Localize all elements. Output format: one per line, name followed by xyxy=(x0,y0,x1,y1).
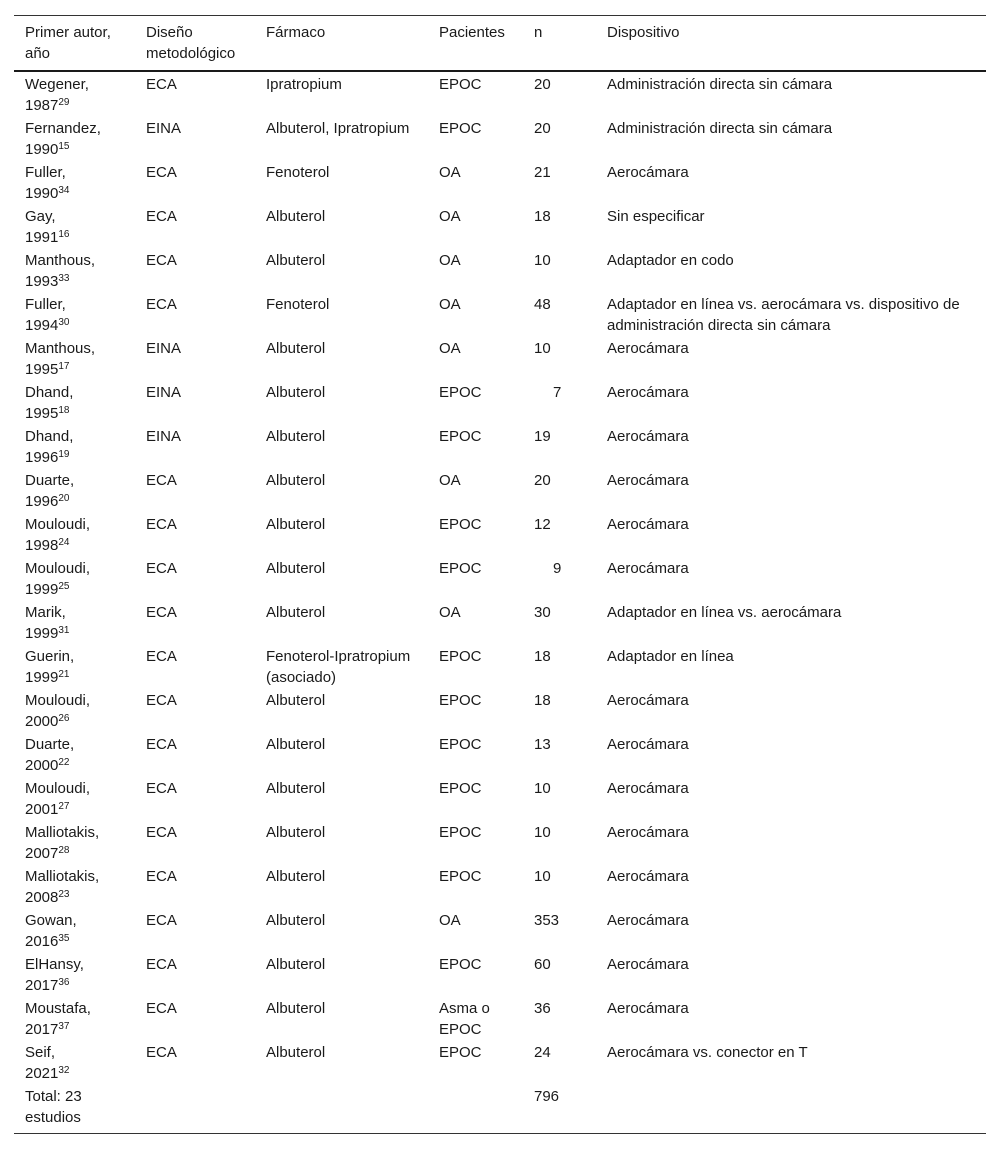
table-row xyxy=(14,733,986,777)
publication-year: 2016 xyxy=(25,933,59,950)
cell-drug: Albuterol, Ipratropium xyxy=(266,120,410,137)
reference-number: 30 xyxy=(58,317,70,328)
cell-author-year xyxy=(14,71,135,117)
cell-author-year xyxy=(14,117,135,161)
author-name: Gay, xyxy=(25,208,56,225)
publication-year: 2000 xyxy=(25,757,59,774)
cell-drug: Fenoterol xyxy=(266,296,330,313)
table-row xyxy=(14,249,986,293)
table-row xyxy=(14,865,986,909)
publication-year: 1998 xyxy=(25,537,59,554)
author-name: Moustafa, xyxy=(25,1000,91,1017)
table-row xyxy=(14,601,986,645)
total-label: Total: 23 estudios xyxy=(14,1085,135,1133)
cell-design: ECA xyxy=(146,956,177,973)
cell-device: Administración directa sin cámara xyxy=(607,76,833,93)
cell-author-year xyxy=(14,557,135,601)
total-empty-device xyxy=(596,1085,986,1133)
table-row xyxy=(14,293,986,337)
cell-device: Aerocámara xyxy=(607,956,689,973)
cell-patients: OA xyxy=(439,604,461,621)
cell-drug: Albuterol xyxy=(266,1044,326,1061)
cell-patients: EPOC xyxy=(439,120,482,137)
cell-patients: EPOC xyxy=(439,956,482,973)
publication-year: 1999 xyxy=(25,625,59,642)
publication-year: 1987 xyxy=(25,97,59,114)
cell-device: Aerocámara xyxy=(607,736,689,753)
cell-drug: Albuterol xyxy=(266,736,326,753)
cell-n: 24 xyxy=(534,1044,551,1061)
cell-patients: OA xyxy=(439,472,461,489)
author-name: Mouloudi, xyxy=(25,692,91,709)
cell-drug: Albuterol xyxy=(266,252,326,269)
cell-device: Aerocámara xyxy=(607,428,689,445)
author-name: Fuller, xyxy=(25,296,66,313)
cell-n: 10 xyxy=(534,252,551,269)
cell-patients: EPOC xyxy=(439,736,482,753)
cell-drug: Albuterol xyxy=(266,1000,326,1017)
cell-device: Aerocámara xyxy=(607,868,689,885)
table-row xyxy=(14,513,986,557)
cell-n: 20 xyxy=(534,472,551,489)
author-name: Mouloudi, xyxy=(25,516,91,533)
cell-device: Adaptador en línea xyxy=(607,648,734,665)
cell-n: 10 xyxy=(534,340,551,357)
header-row xyxy=(14,16,986,72)
cell-drug: Fenoterol-Ipratropium (asociado) xyxy=(266,648,411,686)
publication-year: 2008 xyxy=(25,889,59,906)
author-name: Mouloudi, xyxy=(25,780,91,797)
cell-design: EINA xyxy=(146,428,182,445)
cell-drug: Albuterol xyxy=(266,516,326,533)
cell-n: 353 xyxy=(534,912,560,929)
cell-design: ECA xyxy=(146,208,177,225)
cell-n: 13 xyxy=(534,736,551,753)
author-name: Fuller, xyxy=(25,164,66,181)
cell-design: EINA xyxy=(146,384,182,401)
cell-patients: EPOC xyxy=(439,1044,482,1061)
cell-device: Aerocámara xyxy=(607,692,689,709)
cell-design: ECA xyxy=(146,560,177,577)
cell-design: ECA xyxy=(146,164,177,181)
reference-number: 16 xyxy=(58,229,70,240)
table-row xyxy=(14,71,986,117)
reference-number: 21 xyxy=(58,669,70,680)
reference-number: 33 xyxy=(58,273,70,284)
publication-year: 1993 xyxy=(25,273,59,290)
reference-number: 27 xyxy=(58,801,70,812)
studies-table-container xyxy=(14,15,986,1134)
table-row xyxy=(14,161,986,205)
cell-author-year xyxy=(14,249,135,293)
cell-n: 7 xyxy=(553,384,562,401)
cell-drug: Albuterol xyxy=(266,868,326,885)
cell-n: 10 xyxy=(534,824,551,841)
cell-n: 20 xyxy=(534,120,551,137)
cell-patients: OA xyxy=(439,208,461,225)
author-name: Dhand, xyxy=(25,384,74,401)
author-name: Duarte, xyxy=(25,472,75,489)
cell-patients: EPOC xyxy=(439,824,482,841)
reference-number: 37 xyxy=(58,1021,70,1032)
table-body xyxy=(14,71,986,1133)
cell-author-year xyxy=(14,1041,135,1085)
author-name: Malliotakis, xyxy=(25,824,100,841)
cell-n: 30 xyxy=(534,604,551,621)
publication-year: 2017 xyxy=(25,1021,59,1038)
table-row xyxy=(14,997,986,1041)
cell-design: ECA xyxy=(146,252,177,269)
cell-patients: OA xyxy=(439,164,461,181)
publication-year: 1990 xyxy=(25,141,59,158)
cell-drug: Albuterol xyxy=(266,340,326,357)
reference-number: 20 xyxy=(58,493,70,504)
reference-number: 15 xyxy=(58,141,70,152)
cell-drug: Albuterol xyxy=(266,384,326,401)
author-name: Manthous, xyxy=(25,252,96,269)
cell-design: ECA xyxy=(146,76,177,93)
cell-author-year xyxy=(14,953,135,997)
cell-n: 12 xyxy=(534,516,551,533)
cell-design: ECA xyxy=(146,868,177,885)
cell-n: 36 xyxy=(534,1000,551,1017)
cell-patients: OA xyxy=(439,340,461,357)
cell-patients: OA xyxy=(439,296,461,313)
total-empty-design xyxy=(135,1085,255,1133)
cell-device: Aerocámara xyxy=(607,1000,689,1017)
cell-design: ECA xyxy=(146,692,177,709)
cell-author-year xyxy=(14,425,135,469)
table-row xyxy=(14,381,986,425)
cell-author-year xyxy=(14,469,135,513)
table-row xyxy=(14,425,986,469)
cell-drug: Albuterol xyxy=(266,692,326,709)
author-name: Malliotakis, xyxy=(25,868,100,885)
cell-patients: EPOC xyxy=(439,384,482,401)
cell-design: ECA xyxy=(146,1044,177,1061)
cell-author-year xyxy=(14,733,135,777)
cell-device: Aerocámara xyxy=(607,780,689,797)
cell-device: Administración directa sin cámara xyxy=(607,120,833,137)
author-name: Duarte, xyxy=(25,736,75,753)
header-device: Dispositivo xyxy=(596,16,986,72)
studies-table xyxy=(14,15,986,1134)
cell-design: ECA xyxy=(146,780,177,797)
publication-year: 2017 xyxy=(25,977,59,994)
cell-n: 18 xyxy=(534,692,551,709)
author-name: Dhand, xyxy=(25,428,74,445)
cell-patients: EPOC xyxy=(439,692,482,709)
cell-design: ECA xyxy=(146,824,177,841)
cell-n: 60 xyxy=(534,956,551,973)
publication-year: 2000 xyxy=(25,713,59,730)
table-row xyxy=(14,1041,986,1085)
table-row xyxy=(14,117,986,161)
header-author-year: Primer autor, año xyxy=(14,16,135,72)
publication-year: 1996 xyxy=(25,493,59,510)
cell-author-year xyxy=(14,205,135,249)
cell-author-year xyxy=(14,337,135,381)
publication-year: 1995 xyxy=(25,361,59,378)
cell-design: ECA xyxy=(146,604,177,621)
cell-n: 9 xyxy=(553,560,562,577)
header-design: Diseño metodológico xyxy=(135,16,255,72)
cell-n: 18 xyxy=(534,648,551,665)
cell-author-year xyxy=(14,997,135,1041)
table-row xyxy=(14,689,986,733)
publication-year: 2007 xyxy=(25,845,59,862)
reference-number: 28 xyxy=(58,845,70,856)
cell-patients: Asma o EPOC xyxy=(439,1000,490,1038)
cell-drug: Albuterol xyxy=(266,428,326,445)
author-name: Mouloudi, xyxy=(25,560,91,577)
author-name: Wegener, xyxy=(25,76,89,93)
reference-number: 36 xyxy=(58,977,70,988)
cell-design: EINA xyxy=(146,340,182,357)
author-name: Marik, xyxy=(25,604,66,621)
author-name: ElHansy, xyxy=(25,956,84,973)
table-row xyxy=(14,821,986,865)
cell-drug: Albuterol xyxy=(266,824,326,841)
publication-year: 1994 xyxy=(25,317,59,334)
cell-patients: EPOC xyxy=(439,428,482,445)
cell-drug: Albuterol xyxy=(266,560,326,577)
cell-device: Adaptador en línea vs. aerocámara vs. dispositivo de administración directa sin cámara xyxy=(607,296,960,334)
reference-number: 35 xyxy=(58,933,70,944)
cell-author-year xyxy=(14,381,135,425)
cell-design: ECA xyxy=(146,912,177,929)
cell-author-year xyxy=(14,293,135,337)
cell-drug: Ipratropium xyxy=(266,76,342,93)
table-row xyxy=(14,469,986,513)
author-name: Seif, xyxy=(25,1044,56,1061)
header-n: n xyxy=(523,16,596,72)
author-name: Gowan, xyxy=(25,912,77,929)
cell-author-year xyxy=(14,161,135,205)
table-row xyxy=(14,645,986,689)
cell-drug: Albuterol xyxy=(266,604,326,621)
cell-device: Aerocámara xyxy=(607,384,689,401)
cell-device: Aerocámara xyxy=(607,472,689,489)
cell-device: Aerocámara xyxy=(607,824,689,841)
cell-drug: Albuterol xyxy=(266,208,326,225)
cell-patients: EPOC xyxy=(439,76,482,93)
total-empty-drug xyxy=(255,1085,428,1133)
cell-device: Aerocámara xyxy=(607,340,689,357)
cell-drug: Albuterol xyxy=(266,780,326,797)
publication-year: 1999 xyxy=(25,669,59,686)
cell-design: ECA xyxy=(146,1000,177,1017)
cell-n: 10 xyxy=(534,780,551,797)
author-name: Manthous, xyxy=(25,340,96,357)
reference-number: 29 xyxy=(58,97,70,108)
cell-design: ECA xyxy=(146,648,177,665)
cell-design: EINA xyxy=(146,120,182,137)
author-name: Guerin, xyxy=(25,648,75,665)
total-row xyxy=(14,1085,986,1133)
table-row xyxy=(14,777,986,821)
cell-patients: OA xyxy=(439,252,461,269)
table-row xyxy=(14,205,986,249)
cell-author-year xyxy=(14,689,135,733)
reference-number: 19 xyxy=(58,449,70,460)
cell-device: Aerocámara xyxy=(607,164,689,181)
cell-design: ECA xyxy=(146,472,177,489)
cell-device: Adaptador en línea vs. aerocámara xyxy=(607,604,842,621)
cell-drug: Albuterol xyxy=(266,912,326,929)
publication-year: 2021 xyxy=(25,1065,59,1082)
table-row xyxy=(14,953,986,997)
publication-year: 1996 xyxy=(25,449,59,466)
reference-number: 22 xyxy=(58,757,70,768)
reference-number: 32 xyxy=(58,1065,70,1076)
cell-n: 18 xyxy=(534,208,551,225)
reference-number: 24 xyxy=(58,537,70,548)
reference-number: 18 xyxy=(58,405,70,416)
reference-number: 31 xyxy=(58,625,70,636)
cell-drug: Albuterol xyxy=(266,472,326,489)
cell-patients: EPOC xyxy=(439,780,482,797)
cell-device: Adaptador en codo xyxy=(607,252,734,269)
cell-device: Aerocámara vs. conector en T xyxy=(607,1044,808,1061)
cell-patients: EPOC xyxy=(439,868,482,885)
publication-year: 1995 xyxy=(25,405,59,422)
cell-design: ECA xyxy=(146,736,177,753)
cell-author-year xyxy=(14,865,135,909)
total-n: 796 xyxy=(523,1085,596,1133)
cell-n: 21 xyxy=(534,164,551,181)
cell-author-year xyxy=(14,821,135,865)
cell-author-year xyxy=(14,601,135,645)
reference-number: 34 xyxy=(58,185,70,196)
header-patients: Pacientes xyxy=(428,16,523,72)
cell-device: Aerocámara xyxy=(607,912,689,929)
reference-number: 26 xyxy=(58,713,70,724)
cell-patients: EPOC xyxy=(439,560,482,577)
table-row xyxy=(14,337,986,381)
cell-author-year xyxy=(14,513,135,557)
cell-drug: Fenoterol xyxy=(266,164,330,181)
reference-number: 17 xyxy=(58,361,70,372)
cell-patients: OA xyxy=(439,912,461,929)
reference-number: 25 xyxy=(58,581,70,592)
cell-author-year xyxy=(14,909,135,953)
cell-device: Aerocámara xyxy=(607,516,689,533)
total-empty-patients xyxy=(428,1085,523,1133)
cell-design: ECA xyxy=(146,296,177,313)
table-row xyxy=(14,909,986,953)
cell-design: ECA xyxy=(146,516,177,533)
reference-number: 23 xyxy=(58,889,70,900)
cell-patients: EPOC xyxy=(439,516,482,533)
cell-n: 19 xyxy=(534,428,551,445)
cell-author-year xyxy=(14,645,135,689)
table-row xyxy=(14,557,986,601)
table-header xyxy=(14,16,986,72)
cell-author-year xyxy=(14,777,135,821)
publication-year: 1990 xyxy=(25,185,59,202)
publication-year: 2001 xyxy=(25,801,59,818)
header-drug: Fármaco xyxy=(255,16,428,72)
cell-device: Sin especificar xyxy=(607,208,705,225)
publication-year: 1999 xyxy=(25,581,59,598)
cell-n: 10 xyxy=(534,868,551,885)
cell-device: Aerocámara xyxy=(607,560,689,577)
cell-n: 48 xyxy=(534,296,551,313)
cell-n: 20 xyxy=(534,76,551,93)
author-name: Fernandez, xyxy=(25,120,101,137)
cell-patients: EPOC xyxy=(439,648,482,665)
publication-year: 1991 xyxy=(25,229,59,246)
cell-drug: Albuterol xyxy=(266,956,326,973)
